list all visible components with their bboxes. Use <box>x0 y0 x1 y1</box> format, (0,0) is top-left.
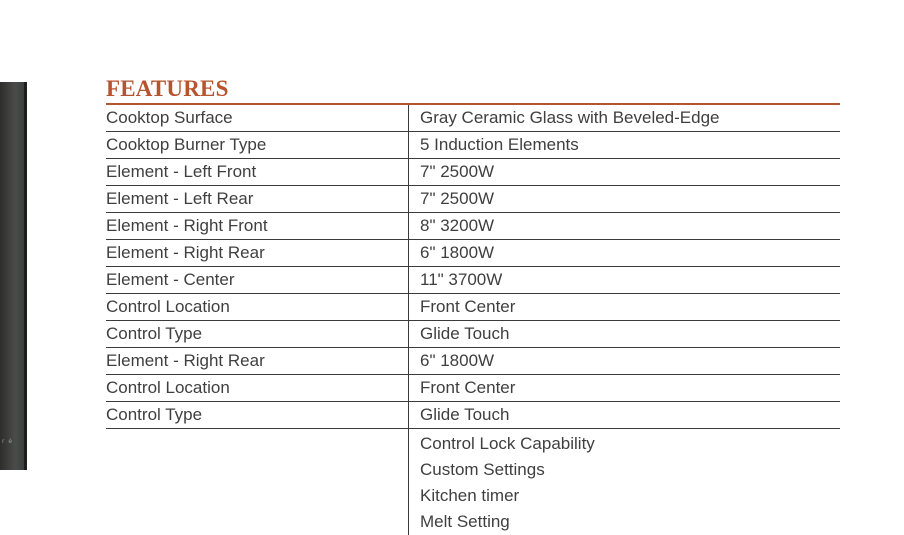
feature-label <box>106 429 409 535</box>
feature-label: Cooktop Surface <box>106 105 409 132</box>
table-row <box>106 240 840 267</box>
table-row <box>106 294 840 321</box>
feature-value: Front Center <box>409 375 841 402</box>
feature-label: Element - Right Front <box>106 213 409 240</box>
feature-value: Front Center <box>409 294 841 321</box>
feature-value: 7" 2500W <box>409 186 841 213</box>
feature-label: Element - Left Rear <box>106 186 409 213</box>
feature-value: 6" 1800W <box>409 348 841 375</box>
table-row <box>106 159 840 186</box>
feature-value: 11" 3700W <box>409 267 841 294</box>
feature-label: Element - Right Rear <box>106 240 409 267</box>
feature-value: 8" 3200W <box>409 213 841 240</box>
feature-value: 6" 1800W <box>409 240 841 267</box>
feature-label: Cooktop Burner Type <box>106 132 409 159</box>
feature-value: Glide Touch <box>409 321 841 348</box>
feature-list-item: Kitchen timer <box>420 483 840 509</box>
feature-value-list <box>409 429 841 535</box>
feature-label: Element - Left Front <box>106 159 409 186</box>
feature-label: Element - Center <box>106 267 409 294</box>
feature-label: Control Type <box>106 321 409 348</box>
table-row <box>106 375 840 402</box>
feature-list-item: Control Lock Capability <box>420 431 840 457</box>
product-logo-text: r ė <box>2 438 13 445</box>
table-row <box>106 105 840 132</box>
features-table <box>106 105 840 535</box>
feature-value: Gray Ceramic Glass with Beveled-Edge <box>409 105 841 132</box>
table-row <box>106 267 840 294</box>
table-row <box>106 186 840 213</box>
feature-label: Element - Right Rear <box>106 348 409 375</box>
table-row <box>106 402 840 429</box>
feature-label: Control Location <box>106 375 409 402</box>
feature-value: 5 Induction Elements <box>409 132 841 159</box>
feature-value: 7" 2500W <box>409 159 841 186</box>
feature-list-item: Melt Setting <box>420 509 840 535</box>
feature-list-item: Custom Settings <box>420 457 840 483</box>
table-row <box>106 429 840 535</box>
feature-value: Glide Touch <box>409 402 841 429</box>
feature-label: Control Location <box>106 294 409 321</box>
table-row <box>106 348 840 375</box>
product-photo <box>0 82 27 470</box>
table-row <box>106 132 840 159</box>
product-photo-edge <box>24 82 27 470</box>
feature-label: Control Type <box>106 402 409 429</box>
table-row <box>106 213 840 240</box>
section-title: FEATURES <box>106 76 229 102</box>
table-row <box>106 321 840 348</box>
